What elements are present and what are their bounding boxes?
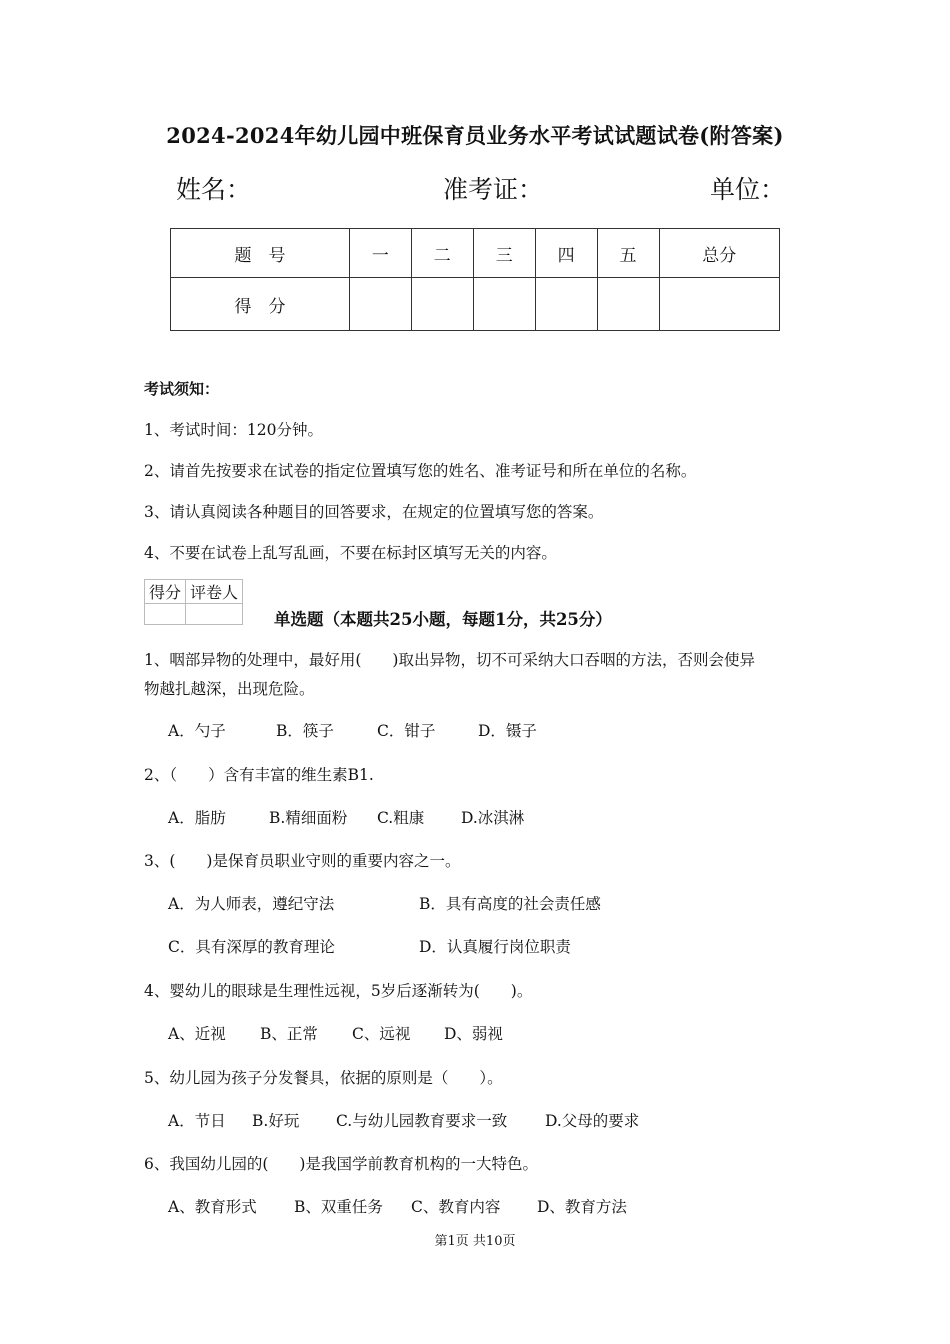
question-stem: 2、（ ）含有丰富的维生素B1. [144, 766, 374, 784]
score-header-cell: 一 [349, 229, 411, 278]
option-c: C．具有深厚的教育理论 [168, 938, 335, 956]
score-table-header-row [171, 229, 780, 278]
option-a: A．节日 [168, 1112, 226, 1130]
option-a: A．勺子 [168, 722, 226, 740]
option-d: D、弱视 [444, 1025, 503, 1043]
score-header-cell: 题 号 [171, 229, 350, 278]
option-c: C.与幼儿园教育要求一致 [336, 1112, 508, 1130]
score-header-cell: 三 [473, 229, 535, 278]
page-footer: 第1页 共10页 [434, 1234, 516, 1249]
option-c: C．钳子 [377, 722, 436, 740]
score-cell [349, 278, 411, 331]
unit-label: 单位： [710, 175, 786, 204]
page-title: 2024-2024年幼儿园中班保育员业务水平考试试题试卷(附答案) [166, 123, 784, 148]
grader-score-cell [145, 604, 186, 625]
option-d: D、教育方法 [537, 1198, 627, 1216]
option-b: B.精细面粉 [269, 809, 348, 827]
option-a: A、教育形式 [168, 1198, 257, 1216]
question-stem-cont: 物越扎越深，出现危险。 [144, 680, 315, 698]
name-label: 姓名： [176, 175, 252, 204]
question-stem: 3、( )是保育员职业守则的重要内容之一。 [144, 852, 461, 870]
score-header-cell: 总分 [659, 229, 779, 278]
grader-name-cell [186, 604, 243, 625]
score-table [170, 228, 780, 331]
score-cell [597, 278, 659, 331]
option-a: A．脂肪 [168, 809, 226, 827]
option-c: C.粗康 [377, 809, 425, 827]
question-stem: 6、我国幼儿园的( )是我国学前教育机构的一大特色。 [144, 1155, 538, 1173]
score-cell [411, 278, 473, 331]
option-c: C、远视 [352, 1025, 411, 1043]
score-header-cell: 五 [597, 229, 659, 278]
option-c: C、教育内容 [411, 1198, 501, 1216]
option-b: B.好玩 [252, 1112, 300, 1130]
option-a: A．为人师表，遵纪守法 [168, 895, 335, 913]
grader-box [144, 579, 243, 625]
grader-score-label: 得分 [145, 580, 186, 604]
option-b: B、双重任务 [294, 1198, 383, 1216]
option-b: B．筷子 [276, 722, 334, 740]
ticket-label: 准考证： [443, 175, 544, 204]
score-cell [659, 278, 779, 331]
question-stem: 5、幼儿园为孩子分发餐具，依据的原则是（ ）。 [144, 1069, 503, 1087]
notice-item: 2、请首先按要求在试卷的指定位置填写您的姓名、准考证号和所在单位的名称。 [144, 462, 697, 480]
option-d: D．镊子 [478, 722, 537, 740]
option-d: D．认真履行岗位职责 [419, 938, 571, 956]
option-a: A、近视 [168, 1025, 226, 1043]
option-b: B．具有高度的社会责任感 [419, 895, 601, 913]
score-cell [535, 278, 597, 331]
notice-heading: 考试须知： [144, 380, 220, 398]
score-table-score-row [171, 278, 780, 331]
score-cell [473, 278, 535, 331]
score-header-cell: 四 [535, 229, 597, 278]
option-d: D.冰淇淋 [461, 809, 525, 827]
notice-item: 4、不要在试卷上乱写乱画，不要在标封区填写无关的内容。 [144, 544, 557, 562]
grader-name-label: 评卷人 [186, 580, 243, 604]
option-b: B、正常 [260, 1025, 318, 1043]
question-stem: 1、咽部异物的处理中，最好用( )取出异物，切不可采纳大口吞咽的方法，否则会使异 [144, 651, 755, 669]
score-row-label: 得 分 [171, 278, 350, 331]
notice-item: 3、请认真阅读各种题目的回答要求，在规定的位置填写您的答案。 [144, 503, 604, 521]
score-header-cell: 二 [411, 229, 473, 278]
option-d: D.父母的要求 [545, 1112, 640, 1130]
notice-item: 1、考试时间：120分钟。 [144, 421, 323, 439]
section-title: 单选题（本题共25小题，每题1分，共25分） [274, 610, 612, 629]
question-stem: 4、婴幼儿的眼球是生理性远视，5岁后逐渐转为( )。 [144, 982, 533, 1000]
